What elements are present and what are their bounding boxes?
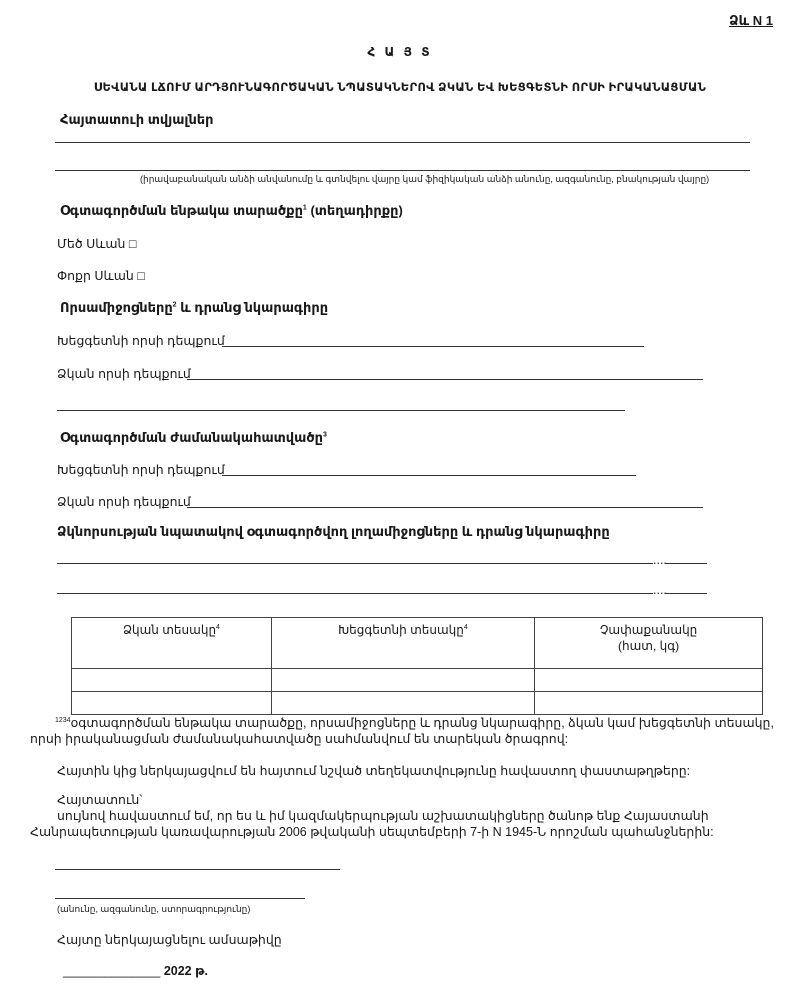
applicant-heading: Հայտատուի տվյալներ [60,112,214,127]
period-heading-sup: 3 [322,431,327,439]
means-heading-text: Որսամիջոցները [60,300,173,315]
fishery-line-2[interactable] [57,593,653,594]
area-heading-sup: 1 [302,204,307,212]
period-fish-label: Ձկան որսի դեպքում [57,495,191,509]
area-heading-suffix: (տեղադիրքը) [310,203,403,218]
table-cell[interactable] [72,669,272,692]
header-fish-species: Ձկան տեսակը$^4$ [72,618,272,669]
means-fish-label: Ձկան որսի դեպքում [57,367,191,381]
area-option-small-sevan[interactable]: Փոքր Սևան □ [57,269,145,283]
declaration-line-2: Հանրապետության կառավարության 2006 թվականի սեպտեմբերի 7-ի N 1945-Ն որոշման պահանջներին: [30,825,714,839]
applicant-line-2[interactable] [55,170,750,171]
page-subtitle: ՍԵՎԱՆԱ ԼՃՈՒՄ ԱՐԴՅՈՒՆԱԳՈՐԾԱԿԱՆ ՆՊԱՏԱԿՆԵՐՈՎ ՁԿԱՆ ԵՎ ԽԵՑԳԵՏՆԻ ՈՐՍԻ ԻՐԱԿԱՆԱՑՄԱՆ [93,82,707,94]
applicant-line-1[interactable] [55,142,750,143]
table-cell[interactable] [271,669,534,692]
fishery-heading: Ձկնորսության նպատակով օգտագործվող լողամիջոցները և դրանց նկարագիրը [57,524,610,539]
means-heading-sup: 2 [172,301,177,309]
page-title: Հ Ա Յ Տ [367,45,433,59]
declaration-label: Հայտատուն՝ [57,793,143,807]
means-crayfish-label: Խեցգետնի որսի դեպքում [57,334,225,348]
area-option-big-sevan[interactable]: Մեծ Սևան □ [57,237,137,251]
table-cell[interactable] [72,692,272,715]
means-fish-line[interactable] [187,379,703,380]
footnote-marks: 1234 [55,716,71,724]
footnote-line-2: որսի իրականացման ժամանակահատվածը սահմանվում են տարեկան ծրագրով: [30,732,569,746]
applicant-hint: (իրավաբանական անձի անվանումը և գտնվելու վայրը կամ ֆիզիկական անձի անունը, ազգանունը, բնակության վայրը) [140,174,710,184]
signature-line-2[interactable] [55,898,305,899]
table-cell[interactable] [271,692,534,715]
period-crayfish-label: Խեցգետնի որսի դեպքում [57,463,225,477]
fishery-line-1[interactable] [57,563,653,564]
fishery-line-2-end: .... [653,583,667,597]
table-row [72,692,763,715]
area-heading [60,203,403,219]
fishery-line-2-tail[interactable] [665,593,707,594]
form-code: Ձև N 1 [729,13,773,28]
fishery-line-1-end: .... [653,553,667,567]
fishery-line-1-tail[interactable] [665,563,707,564]
declaration-line-1: սույնով հավաստում եմ, որ ես և իմ կազմակերպության աշխատակիցները ծանոթ ենք Հայաստանի [57,809,709,823]
means-heading-suffix: և դրանց նկարագիրը [180,300,329,315]
date-field[interactable] [63,963,208,978]
period-fish-line[interactable] [187,507,703,508]
period-heading-text: Օգտագործման ժամանակահատվածը [60,430,323,445]
table-cell[interactable] [535,692,763,715]
signature-hint: (անունը, ազգանունը, ստորագրությունը) [57,904,251,914]
period-heading [60,430,327,446]
area-heading-text: Օգտագործման ենթակա տարածքը [60,203,303,218]
attachments-text: Հայտին կից ներկայացվում են հայտում նշված տեղեկատվությունը հավաստող փաստաթղթերը: [57,764,691,778]
table-cell[interactable] [535,669,763,692]
date-label: Հայտը ներկայացնելու ամսաթիվը [57,933,282,947]
footnote [55,716,785,731]
period-crayfish-line[interactable] [222,475,636,476]
signature-line-1[interactable] [55,869,340,870]
table-header-row [72,618,763,669]
species-table [71,617,763,715]
header-crayfish-species: Խեցգետնի տեսակը$^4$ [271,618,534,669]
means-extra-line[interactable] [57,410,625,411]
date-year: 2022 թ. [163,964,209,978]
footnote-line-1: օգտագործման ենթակա տարածքը, որսամիջոցները և դրանց նկարագիրը, ձկան կամ խեցգետնի տեսակը, [70,716,774,730]
date-blank[interactable]: ______________ [63,964,161,978]
means-crayfish-line[interactable] [222,346,644,347]
header-quantity: Չափաքանակը (հատ, կգ) [535,618,763,669]
table-row [72,669,763,692]
means-heading [60,300,328,316]
